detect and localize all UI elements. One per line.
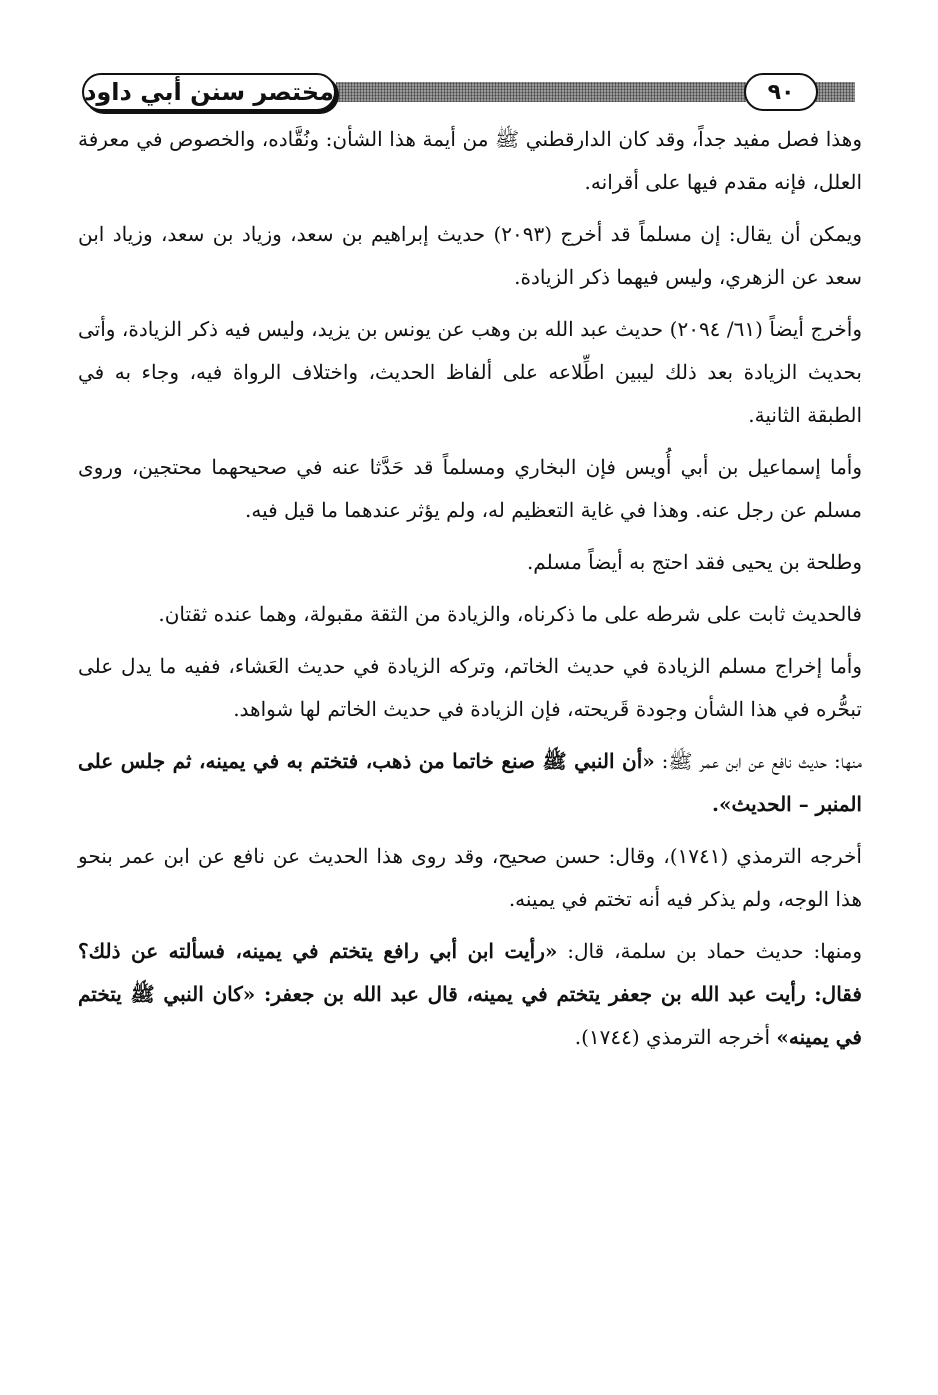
hadith-intro: ومنها: حديث حماد بن سلمة، قال: bbox=[557, 939, 862, 963]
page-body bbox=[78, 118, 862, 1059]
book-title: مختصر سنن أبي داود bbox=[82, 73, 336, 111]
header-decorative-band bbox=[336, 82, 746, 102]
page-header bbox=[78, 72, 868, 118]
paragraph: وأخرج أيضاً (٦١/ ٢٠٩٤) حديث عبد الله بن وهب عن يونس بن يزيد، وليس فيه ذكر الزيادة، وأتى بحديث الزيادة بعد ذلك ليبين اطِّلاعه على ألفاظ الحديث، واختلاف الرواة فيه، وجاء به في الطبقة الثانية. bbox=[78, 317, 862, 427]
paragraph: وأما إخراج مسلم الزيادة في حديث الخاتم، وتركه الزيادة في حديث العَشاء، ففيه ما يدل على تبحُّره في هذا الشأن وجودة قَريحته، فإن الزيادة في حديث الخاتم لها شواهد. bbox=[78, 654, 862, 721]
hadith-text: «رأيت ابن أبي رافع يتختم في يمينه، فسألته عن ذلك؟ فقال: رأيت عبد الله بن جعفر يتختم في يمينه، قال عبد الله بن جعفر: «كان النبي ﷺ يتختم في يمينه» bbox=[78, 939, 862, 1049]
header-decorative-band-end bbox=[813, 82, 855, 102]
hadith-paragraph bbox=[78, 930, 862, 1059]
paragraph: وأما إسماعيل بن أبي أُويس فإن البخاري ومسلماً قد حَدَّثا عنه في صحيحهما محتجين، وروى مسلم عن رجل عنه. وهذا في غاية التعظيم له، ولم يؤثر عندهما ما قيل فيه. bbox=[78, 455, 862, 522]
paragraph: فالحديث ثابت على شرطه على ما ذكرناه، والزيادة من الثقة مقبولة، وهما عنده ثقتان. bbox=[158, 602, 862, 626]
hadith-intro: منها: حديث نافع عن ابن عمر ﷺ: bbox=[654, 749, 862, 773]
paragraph: وطلحة بن يحيى فقد احتج به أيضاً مسلم. bbox=[526, 550, 862, 574]
paragraph: ويمكن أن يقال: إن مسلماً قد أخرج (٢٠٩٣) حديث إبراهيم بن سعد، وزياد بن سعد، وزياد ابن سعد عن الزهري، وليس فيهما ذكر الزيادة. bbox=[78, 222, 863, 289]
paragraph: وهذا فصل مفيد جداً، وقد كان الدارقطني ﷺ من أيمة هذا الشأن: ونُقَّاده، والخصوص في معرفة العلل، فإنه مقدم فيها على أقرانه. bbox=[78, 127, 862, 194]
hadith-text: «أن النبي ﷺ صنع خاتما من ذهب، فتختم به في يمينه، ثم جلس على المنبر – الحديث». bbox=[78, 749, 862, 816]
hadith-source: أخرجه الترمذي (١٧٤٤). bbox=[574, 1025, 777, 1049]
paragraph: أخرجه الترمذي (١٧٤١)، وقال: حسن صحيح، وقد روى هذا الحديث عن نافع عن ابن عمر بنحو هذا الوجه، ولم يذكر فيه أنه تختم في يمينه. bbox=[78, 844, 862, 911]
hadith-paragraph bbox=[78, 740, 862, 826]
page-number: ٩٠ bbox=[744, 73, 818, 111]
